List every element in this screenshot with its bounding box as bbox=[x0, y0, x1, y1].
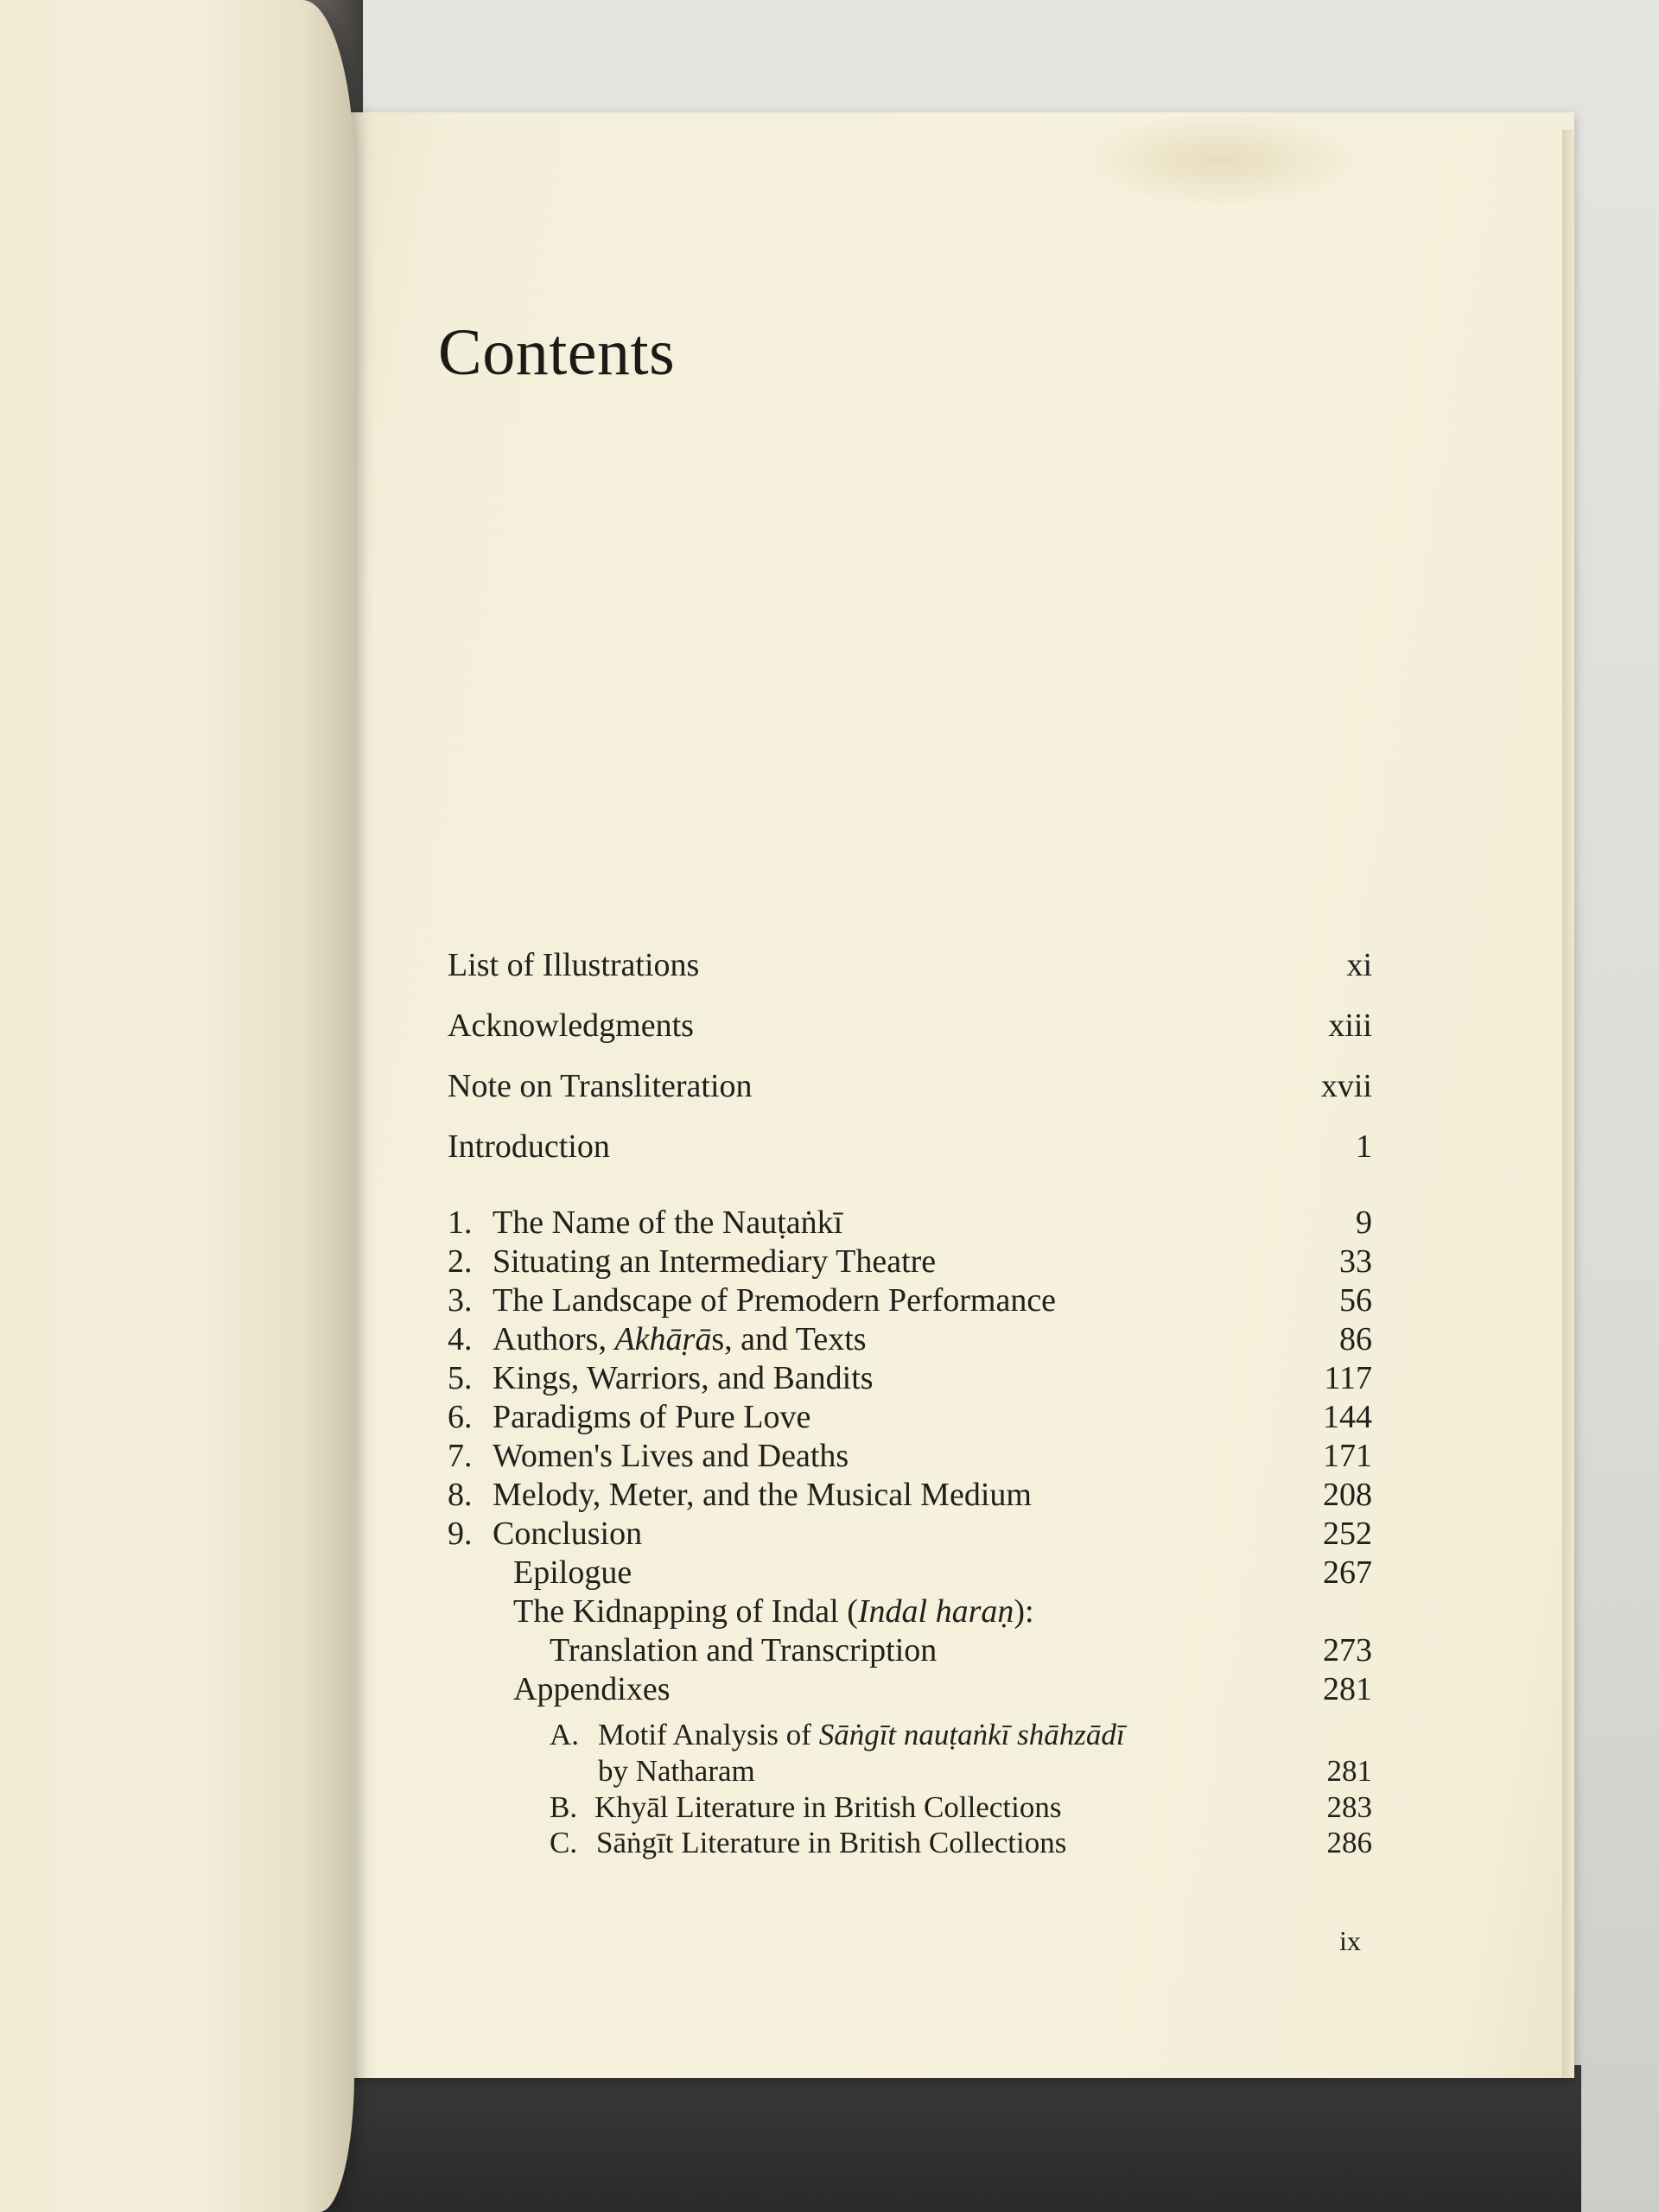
appendix-title: Khyāl Literature in British Collections bbox=[594, 1790, 1062, 1824]
chapter-number: 8. bbox=[448, 1477, 473, 1513]
toc-entry bbox=[448, 946, 1372, 984]
appendix-entry bbox=[448, 1824, 1372, 1862]
appendix-title bbox=[598, 1716, 1125, 1754]
appendix-sub-label: by Natharam bbox=[598, 1754, 755, 1788]
kidnapping-entry bbox=[448, 1592, 1372, 1630]
appendix-entry bbox=[448, 1716, 1372, 1754]
appendix-entry bbox=[448, 1789, 1372, 1827]
chapter-number: 9. bbox=[448, 1516, 473, 1552]
chapter-entry bbox=[448, 1281, 1372, 1319]
left-page bbox=[0, 0, 354, 2212]
appendix-letter: C. bbox=[550, 1826, 578, 1859]
chapter-entry bbox=[448, 1398, 1372, 1436]
chapter-title: Kings, Warriors, and Bandits bbox=[493, 1360, 874, 1396]
chapter-entry bbox=[448, 1320, 1372, 1358]
appendix-title: Sāṅgīt Literature in British Collections bbox=[596, 1826, 1067, 1859]
chapter-page: 171 bbox=[1323, 1438, 1372, 1474]
chapter-number: 1. bbox=[448, 1205, 473, 1241]
kidnapping-label-part: ): bbox=[1014, 1593, 1034, 1630]
chapter-title: Situating an Intermediary Theatre bbox=[493, 1243, 937, 1280]
kidnapping-subentry bbox=[448, 1631, 1372, 1669]
chapter-page: 9 bbox=[1356, 1205, 1372, 1241]
appendix-title-italic: Sāṅgīt nauṭaṅkī shāhzādī bbox=[818, 1718, 1125, 1751]
chapter-title-part: s, and Texts bbox=[711, 1321, 867, 1357]
chapter-title-part: Authors, bbox=[493, 1321, 615, 1357]
chapter-entry bbox=[448, 1204, 1372, 1242]
appendix-letter: A. bbox=[550, 1718, 580, 1751]
chapter-title: Paradigms of Pure Love bbox=[493, 1399, 811, 1435]
toc-entry-page: xiii bbox=[1328, 1007, 1372, 1044]
chapter-number: 6. bbox=[448, 1399, 473, 1435]
chapter-page: 86 bbox=[1339, 1321, 1372, 1357]
chapter-page: 117 bbox=[1324, 1360, 1372, 1396]
chapter-title: The Name of the Nauṭaṅkī bbox=[493, 1205, 843, 1241]
chapter-entry bbox=[448, 1476, 1372, 1514]
kidnapping-page: 273 bbox=[1323, 1632, 1372, 1669]
toc-entry bbox=[448, 1007, 1372, 1045]
appendix-title-part: Motif Analysis of bbox=[598, 1718, 819, 1751]
appendixes-label: Appendixes bbox=[513, 1671, 671, 1707]
appendix-letter: B. bbox=[550, 1790, 578, 1824]
kidnapping-label bbox=[513, 1592, 1034, 1630]
kidnapping-sub-label: Translation and Transcription bbox=[550, 1632, 938, 1669]
appendixes-page: 281 bbox=[1323, 1671, 1372, 1707]
toc-entry-label: Acknowledgments bbox=[448, 1007, 694, 1044]
toc-entry-page: xvii bbox=[1320, 1068, 1372, 1104]
chapter-entry bbox=[448, 1359, 1372, 1397]
chapter-number: 7. bbox=[448, 1438, 473, 1474]
toc-entry-label: Note on Transliteration bbox=[448, 1068, 753, 1104]
page-stain bbox=[1080, 112, 1357, 207]
epilogue-entry bbox=[448, 1554, 1372, 1592]
chapter-page: 56 bbox=[1339, 1282, 1372, 1319]
kidnapping-label-italic: Indal haraṇ bbox=[857, 1593, 1014, 1630]
chapter-entry bbox=[448, 1243, 1372, 1281]
chapter-number: 5. bbox=[448, 1360, 473, 1396]
toc-entry-label: List of Illustrations bbox=[448, 947, 700, 983]
book-cover bbox=[285, 2065, 1581, 2212]
toc-entry-label: Introduction bbox=[448, 1128, 610, 1165]
chapter-page: 252 bbox=[1323, 1516, 1372, 1552]
toc-entry bbox=[448, 1128, 1372, 1166]
epilogue-label: Epilogue bbox=[513, 1554, 632, 1591]
toc-entry bbox=[448, 1067, 1372, 1105]
page-edge bbox=[1562, 130, 1574, 2078]
toc-entry-page: 1 bbox=[1356, 1128, 1372, 1165]
chapter-title: Women's Lives and Deaths bbox=[493, 1438, 849, 1474]
appendix-page: 286 bbox=[1326, 1826, 1372, 1859]
chapter-page: 144 bbox=[1323, 1399, 1372, 1435]
appendix-subentry bbox=[448, 1752, 1372, 1790]
chapter-number: 2. bbox=[448, 1243, 473, 1280]
chapter-number: 4. bbox=[448, 1321, 473, 1357]
kidnapping-label-part: The Kidnapping of Indal ( bbox=[513, 1593, 858, 1630]
appendixes-entry bbox=[448, 1670, 1372, 1708]
chapter-title-italic: Akhāṛā bbox=[614, 1321, 712, 1357]
page-title: Contents bbox=[438, 316, 676, 389]
chapter-title: Conclusion bbox=[493, 1516, 643, 1552]
appendix-page: 283 bbox=[1326, 1790, 1372, 1824]
chapter-number: 3. bbox=[448, 1282, 473, 1319]
chapter-title: Melody, Meter, and the Musical Medium bbox=[493, 1477, 1032, 1513]
chapter-entry bbox=[448, 1437, 1372, 1475]
chapter-page: 33 bbox=[1339, 1243, 1372, 1280]
chapter-title: The Landscape of Premodern Performance bbox=[493, 1282, 1057, 1319]
chapter-entry bbox=[448, 1515, 1372, 1553]
page-number: ix bbox=[1339, 1925, 1361, 1956]
toc-entry-page: xi bbox=[1346, 947, 1372, 983]
chapter-title bbox=[493, 1320, 867, 1358]
chapter-page: 208 bbox=[1323, 1477, 1372, 1513]
epilogue-page: 267 bbox=[1323, 1554, 1372, 1591]
appendix-page: 281 bbox=[1326, 1754, 1372, 1788]
